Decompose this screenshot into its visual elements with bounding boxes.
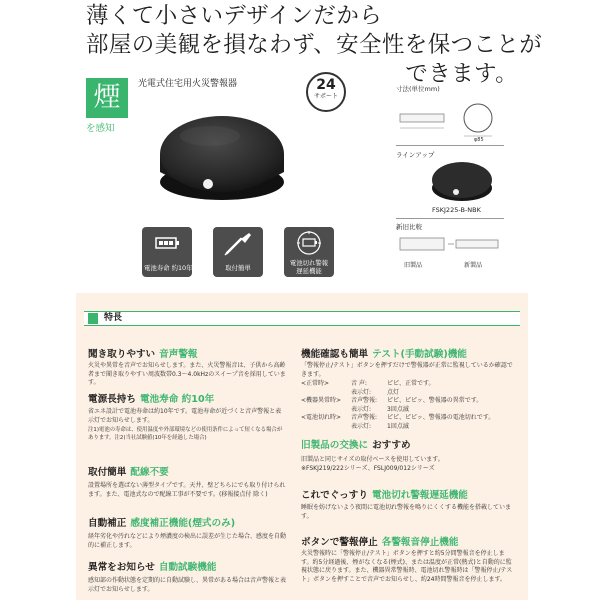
divider bbox=[396, 145, 504, 146]
headline-line-3: できます。 bbox=[405, 61, 518, 87]
install-highlight: 配線不要 bbox=[130, 467, 169, 478]
alarm-row: <正常時> 音 声: ピピ、正常です。 bbox=[301, 380, 435, 387]
tile-label-battery: 電池寿命 約10年 bbox=[144, 264, 193, 272]
manualtest-highlight: テスト(手動試験)機能 bbox=[372, 349, 467, 360]
compare-label: 新旧比較 bbox=[396, 223, 422, 231]
battery-body: 省エネ設計で電池寿命は約10年です。電池寿命が近づくと音声警報と表示灯でお知らせします。 bbox=[88, 408, 282, 424]
replace-highlight: おすすめ bbox=[372, 440, 411, 451]
dimension-value: φ85 bbox=[474, 137, 484, 142]
lineup-product-image bbox=[430, 158, 494, 204]
alarm-row: <電池切れ時> 音声警報: ピピ、ピピッ、警報器の電池切れです。 bbox=[301, 414, 495, 421]
replace-body: 旧製品と同じサイズの取付ベースを使用しています。 bbox=[301, 456, 444, 463]
divider bbox=[396, 218, 504, 219]
stop-heading: ボタンで警報停止 各警報音停止機能 bbox=[301, 537, 459, 548]
headline-line-1: 薄くて小さいデザインだから bbox=[86, 3, 383, 29]
audio-body: 火災や異常を音声でお知らせします。また、火災警報音は、子供から高齢者まで聞き取りやすい周波数帯0.3〜4.0kHzのスイープ音を採用しています。 bbox=[88, 362, 286, 387]
selftest-body: 感知部の作動状態を定期的に自動試験し、異常がある場合は音声警報と表示灯でお知らせします。 bbox=[88, 577, 287, 593]
old-product-label: 旧製品 bbox=[404, 262, 423, 269]
battery-alert-icon bbox=[284, 227, 334, 263]
support-24h-sub: サポート bbox=[313, 93, 338, 100]
stop-highlight: 各警報音停止機能 bbox=[381, 537, 459, 548]
battery-note: 注1)電池の寿命は、使用温度や外部環境などの使用条件によって短くなる場合があります。注2)当社試験値(10年を経過した場合) bbox=[88, 427, 283, 441]
battery-icon bbox=[142, 227, 192, 263]
lineup-label: ラインアップ bbox=[396, 151, 435, 159]
manualtest-body: 「警報停止/テスト」ボタンを押すだけで警報器が正常に監視しているか確認できます。 bbox=[301, 362, 513, 378]
battery-highlight: 電池寿命 約10年 bbox=[139, 394, 215, 405]
alarm-row: 表示灯: 1回点滅 bbox=[351, 422, 409, 430]
alarm-row: 表示灯: 点灯 bbox=[351, 388, 400, 396]
smoke-caption: を感知 bbox=[86, 123, 115, 134]
autocorrect-heading: 自動補正 感度補正機能(煙式のみ) bbox=[88, 518, 236, 529]
sleep-body: 睡眠を妨げないよう夜間に電池切れ警報を鳴りにくくする機能を搭載しています。 bbox=[301, 504, 512, 520]
header-marker bbox=[88, 313, 98, 324]
autocorrect-body: 経年劣化や汚れなどにより煙濃度の検出に誤差が生じた場合、感度を自動的に補正します。 bbox=[88, 533, 287, 549]
battery-heading: 電源長持ち 電池寿命 約10年 bbox=[88, 394, 215, 405]
alarm-row: <機器異常時> 音声警報: ピピ、ピピッ、警報器の異常です。 bbox=[301, 397, 483, 404]
replace-series: ※FSKJ219/222シリーズ、FSLJ009/012シリーズ bbox=[301, 465, 435, 472]
indicator-button bbox=[203, 179, 213, 189]
product-title: 光電式住宅用火災警報器 bbox=[138, 79, 238, 89]
old-new-compare-image bbox=[398, 234, 502, 258]
sleep-heading: これでぐっすり 電池切れ警報遅延機能 bbox=[301, 490, 468, 501]
smoke-alarm-device-image bbox=[150, 96, 290, 212]
features-header-text: 特長 bbox=[104, 313, 123, 323]
support-24h-number: 24 bbox=[316, 77, 336, 93]
replace-heading: 旧製品の交換に おすすめ bbox=[301, 440, 411, 451]
audio-heading: 聞き取りやすい 音声警報 bbox=[88, 349, 198, 360]
alarm-row: 表示灯: 3回点滅 bbox=[351, 405, 409, 413]
stop-body: 火災警報時に「警報停止/テスト」ボタンを押すと約5分間警報音を停止します。約5分経過後、煙がなくなる(煙式)、または温度が正常(熱式)と自動的に監視状態に戻ります。また、機器異常警報時、電池切れ警報時は「警報停止/テスト」ボタンを押すことで音声でお知らせし、約24時間警報音を停止します。 bbox=[301, 550, 513, 584]
dimension-drawing bbox=[398, 100, 502, 142]
headline-line-2: 部屋の美観を損なわず、安全性を保つことが bbox=[86, 32, 543, 58]
support-24h-badge bbox=[306, 72, 346, 112]
features-header bbox=[84, 311, 520, 326]
model-number: FSKJ225-B-NBK bbox=[432, 206, 481, 214]
tile-label-battery-alert: 電池切れ警報 遅延機能 bbox=[289, 259, 329, 275]
manualtest-heading: 機能確認も簡単 テスト(手動試験)機能 bbox=[301, 349, 467, 360]
install-body: 設置場所を選ばない薄型タイプです。天井、壁どちらにでも取り付けられます。また、電池式なので配線工事が不要です。(移報接点付 除く) bbox=[88, 482, 286, 498]
smoke-badge: 煙 bbox=[86, 78, 128, 118]
screwdriver-icon bbox=[213, 227, 263, 263]
autocorrect-highlight: 感度補正機能(煙式のみ) bbox=[130, 518, 236, 529]
install-heading: 取付簡単 配線不要 bbox=[88, 467, 169, 478]
selftest-highlight: 自動試験機能 bbox=[158, 562, 217, 573]
selftest-heading: 異常をお知らせ 自動試験機能 bbox=[88, 562, 217, 573]
sleep-highlight: 電池切れ警報遅延機能 bbox=[371, 490, 468, 501]
dimensions-label: 寸法(単位mm) bbox=[396, 85, 440, 93]
new-product-label: 新製品 bbox=[464, 262, 483, 269]
alarm-table bbox=[301, 380, 494, 431]
audio-highlight: 音声警報 bbox=[159, 349, 198, 360]
tile-label-install: 取付簡単 bbox=[225, 264, 251, 272]
